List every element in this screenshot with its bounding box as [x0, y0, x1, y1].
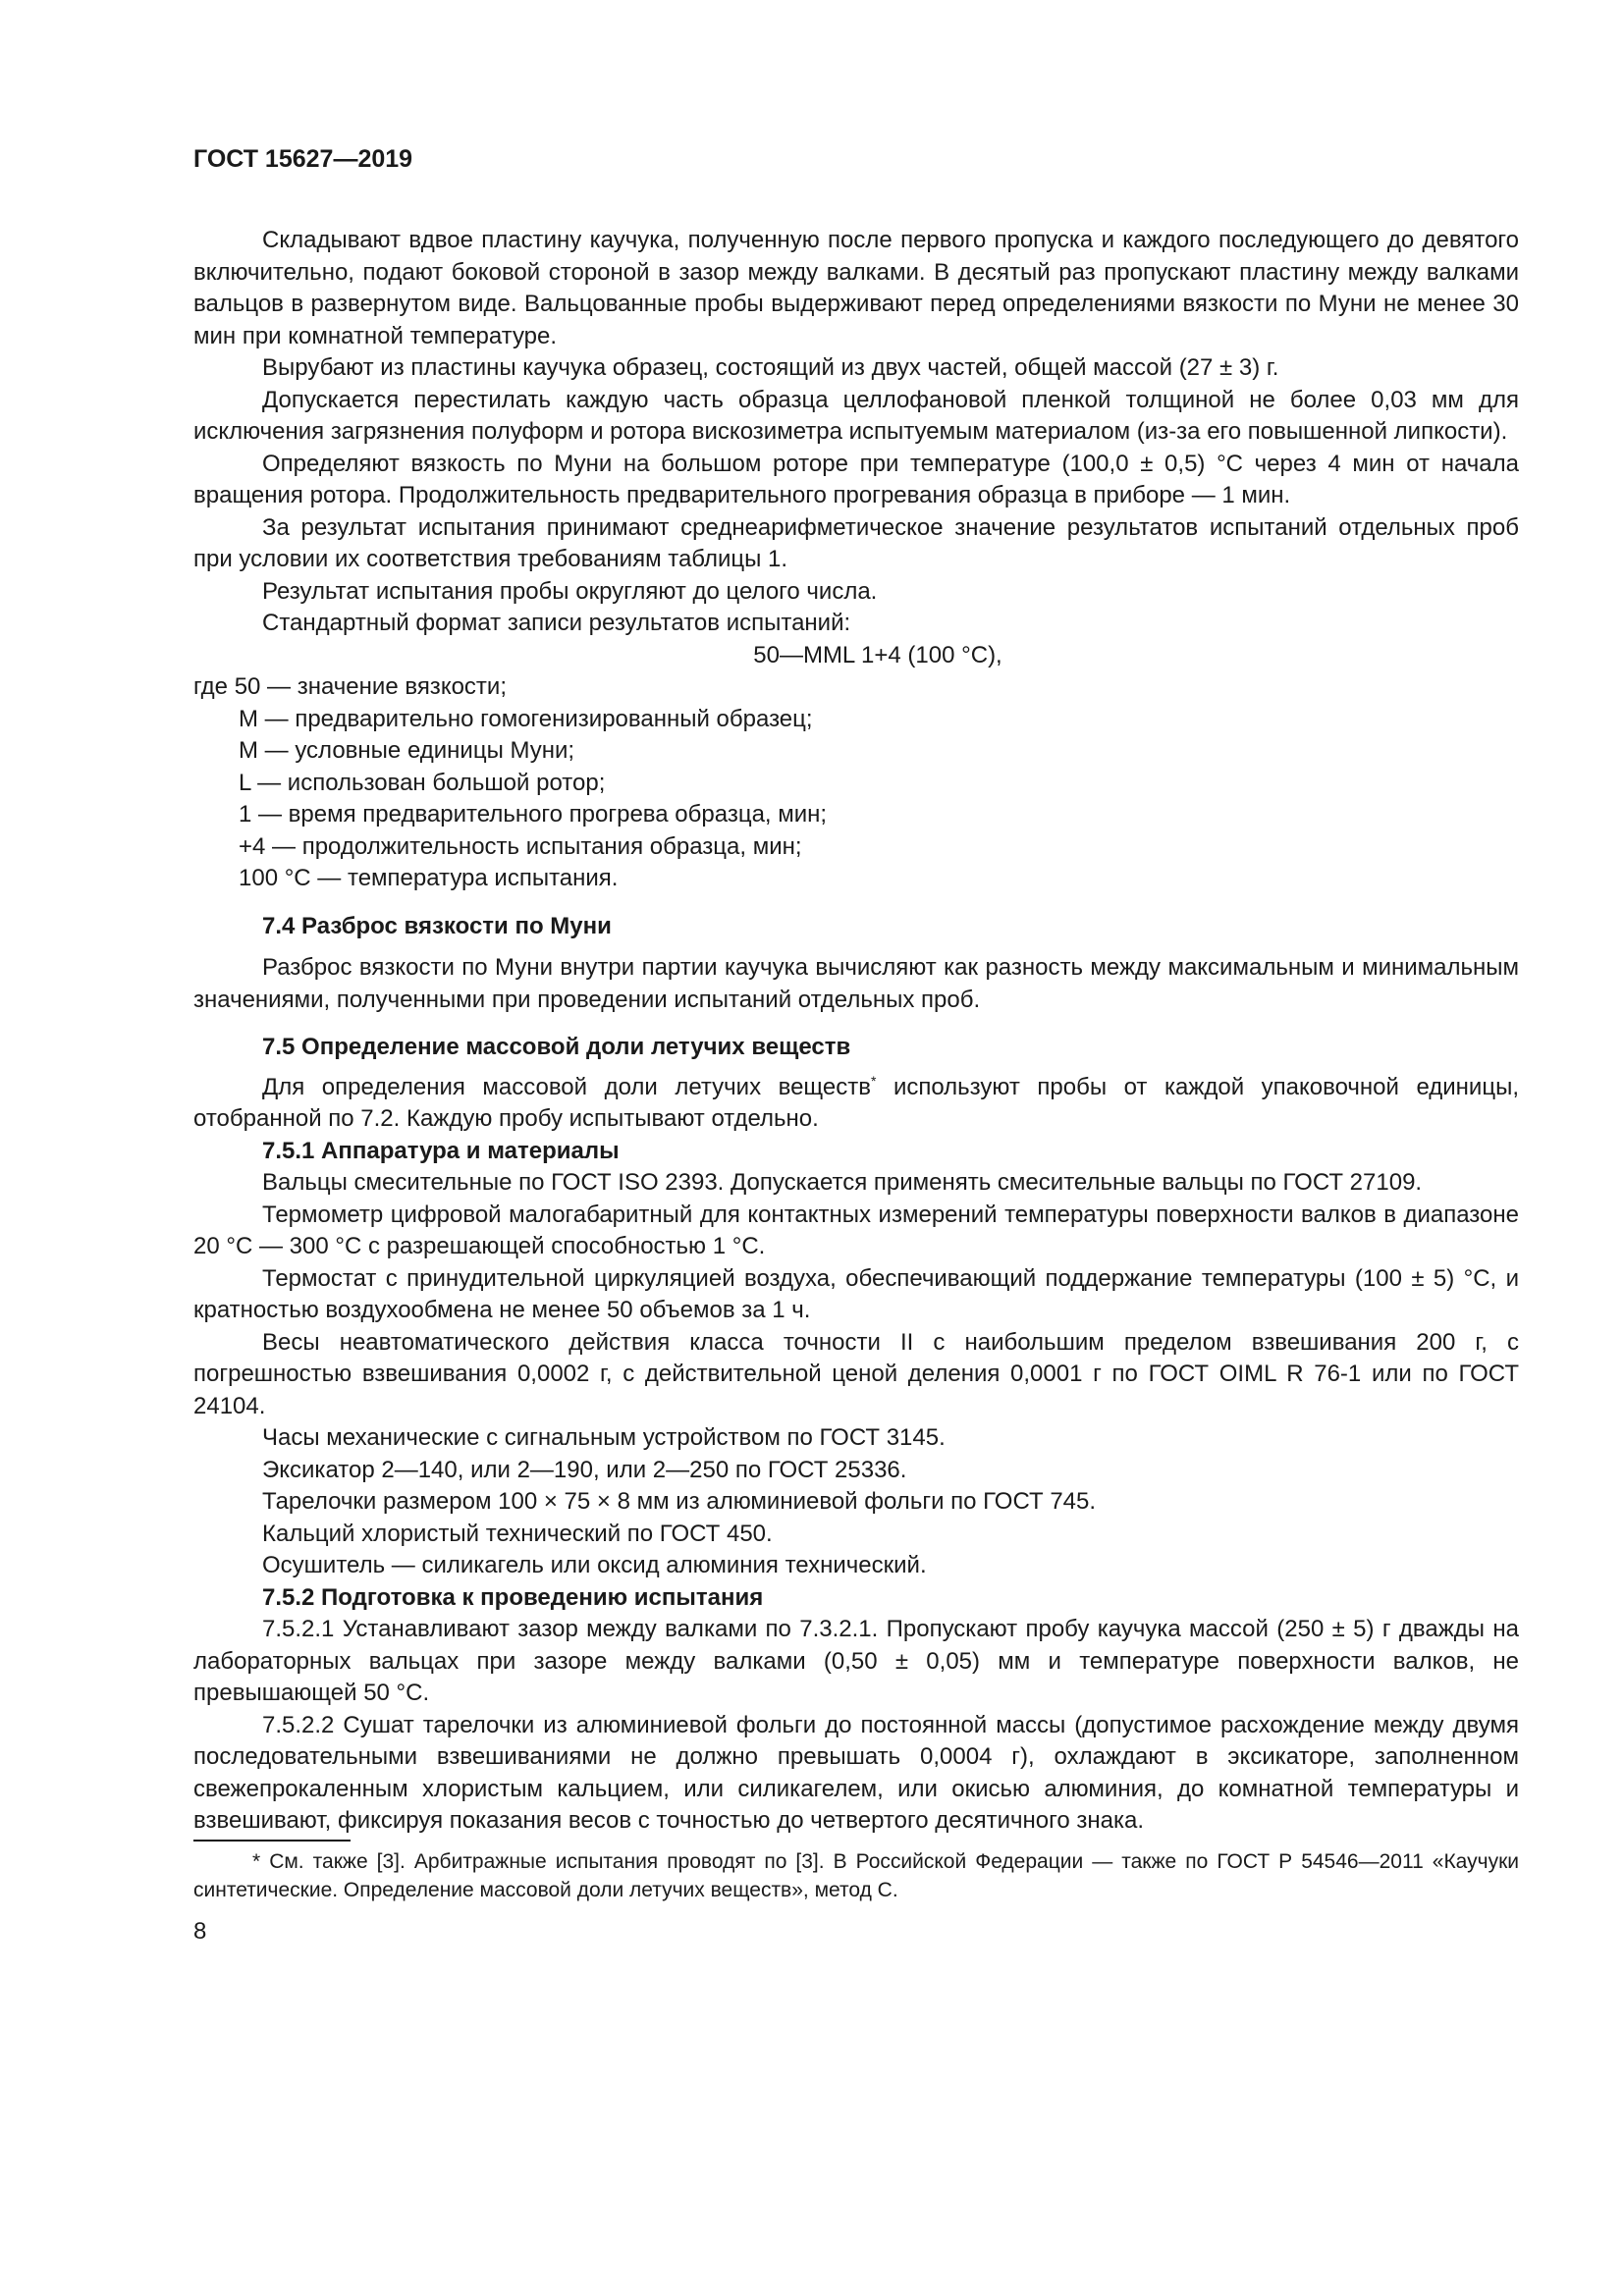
page-number: 8 [193, 1917, 207, 1945]
where-list [193, 671, 1519, 895]
paragraph: Весы неавтоматического действия класса точности II с наибольшим пределом взвешивания 200 г, с погрешностью взвешивания 0,0002 г, с действительной ценой деления 0,0001 г по ГОСТ OIML R 76-1 или по ГОСТ 24104. [193, 1328, 1519, 1419]
footnote: * См. также [3]. Арбитражные испытания проводят по [3]. В Российской Федерации — также по ГОСТ Р 54546—2011 «Каучуки синтетические. Определение массовой доли летучих веществ», метод С. [193, 1849, 1519, 1901]
where-item: L — использован большой ротор; [239, 769, 606, 796]
where-first: где 50 — значение вязкости; [193, 673, 507, 700]
paragraph: Допускается перестилать каждую часть образца целлофановой пленкой толщиной не более 0,03 мм для исключения загрязнения полуформ и ротора вискозиметра испытуемым материалом (из-за его повышенной липкости). [193, 386, 1519, 445]
text-part: Для определения массовой доли летучих веществ [262, 1073, 871, 1100]
where-item: М — условные единицы Муни; [239, 737, 575, 764]
where-item: +4 — продолжительность испытания образца, мин; [239, 832, 802, 860]
where-item: 1 — время предварительного прогрева образца, мин; [239, 801, 828, 828]
paragraph: Тарелочки размером 100 × 75 × 8 мм из алюминиевой фольги по ГОСТ 745. [262, 1488, 1097, 1515]
section-title-7-5-1: 7.5.1 Аппаратура и материалы [262, 1137, 620, 1164]
paragraph: 7.5.2.2 Сушат тарелочки из алюминиевой фольги до постоянной массы (допустимое расхождение между двумя последовательными взвешиваниями не должно превышать 0,0004 г), охлаждают в эксикаторе, заполненном свежепрокаленным хлористым кальцием, или силикагелем, или окисью алюминия, до комнатной температуры и взвешивают, фиксируя показания весов с точностью до четвертого десятичного знака. [193, 1711, 1519, 1834]
section-title-7-5: 7.5 Определение массовой доли летучих веществ [262, 1034, 851, 1060]
paragraph: За результат испытания принимают среднеарифметическое значение результатов испытаний отдельных проб при условии их соответствия требованиям таблицы 1. [193, 513, 1519, 572]
paragraph: Результат испытания пробы округляют до целого числа. [262, 577, 878, 605]
where-item: М — предварительно гомогенизированный образец; [239, 705, 813, 732]
paragraph: Вырубают из пластины каучука образец, состоящий из двух частей, общей массой (27 ± 3) г. [262, 354, 1279, 381]
paragraph: Термометр цифровой малогабаритный для контактных измерений температуры поверхности валков в диапазоне 20 °С — 300 °С с разрешающей способностью 1 °С. [193, 1201, 1519, 1259]
footnote-divider [193, 1840, 351, 1842]
paragraph: Разброс вязкости по Муни внутри партии каучука вычисляют как разность между максимальным и минимальным значениями, полученными при проведении испытаний отдельных проб. [193, 954, 1519, 1013]
document-page [193, 145, 1519, 1946]
where-item: 100 °С — температура испытания. [239, 865, 619, 891]
section-title-7-5-2: 7.5.2 Подготовка к проведению испытания [262, 1583, 764, 1611]
paragraph: Часы механические с сигнальным устройством по ГОСТ 3145. [262, 1424, 946, 1451]
paragraph: Стандартный формат записи результатов испытаний: [262, 610, 851, 636]
document-header: ГОСТ 15627—2019 [193, 145, 413, 173]
section-title-7-4: 7.4 Разброс вязкости по Муни [262, 912, 612, 939]
paragraph: Определяют вязкость по Муни на большом роторе при температуре (100,0 ± 0,5) °С через 4 мин от начала вращения ротора. Продолжительность предварительного прогревания образца в приборе — 1 мин. [193, 450, 1519, 508]
paragraph: Вальцы смесительные по ГОСТ ISO 2393. Допускается применять смесительные вальцы по ГОСТ 27109. [262, 1169, 1423, 1196]
paragraph: Эксикатор 2—140, или 2—190, или 2—250 по ГОСТ 25336. [262, 1456, 907, 1483]
paragraph: Складывают вдвое пластину каучука, полученную после первого пропуска и каждого последующего до девятого включительно, подают боковой стороной в зазор между валками. В десятый раз пропускают пластину между валками вальцов в развернутом виде. Вальцованные пробы выдерживают перед определениями вязкости по Муни не менее 30 мин при комнатной температуре. [193, 227, 1519, 349]
text-part: используют пробы от каждой упаковочной единицы, отобранной по 7.2. Каждую пробу испытывают отдельно. [193, 1073, 1519, 1132]
paragraph: Осушитель — силикагель или оксид алюминия технический. [262, 1552, 927, 1578]
paragraph: Термостат с принудительной циркуляцией воздуха, обеспечивающий поддержание температуры (100 ± 5) °С, и кратностью воздухообмена не менее 50 объемов за 1 ч. [193, 1264, 1519, 1323]
footnote-mark: * [870, 1072, 877, 1089]
paragraph: 7.5.2.1 Устанавливают зазор между валками по 7.3.2.1. Пропускают пробу каучука массой (250 ± 5) г дважды на лабораторных вальцах при зазоре между валками (0,50 ± 0,05) мм и температуре поверхности валков, не превышающей 50 °С. [193, 1616, 1519, 1706]
paragraph [193, 1072, 1519, 1136]
formula: 50—MML 1+4 (100 °С), [753, 641, 1002, 668]
paragraph: Кальций хлористый технический по ГОСТ 450. [262, 1520, 773, 1547]
